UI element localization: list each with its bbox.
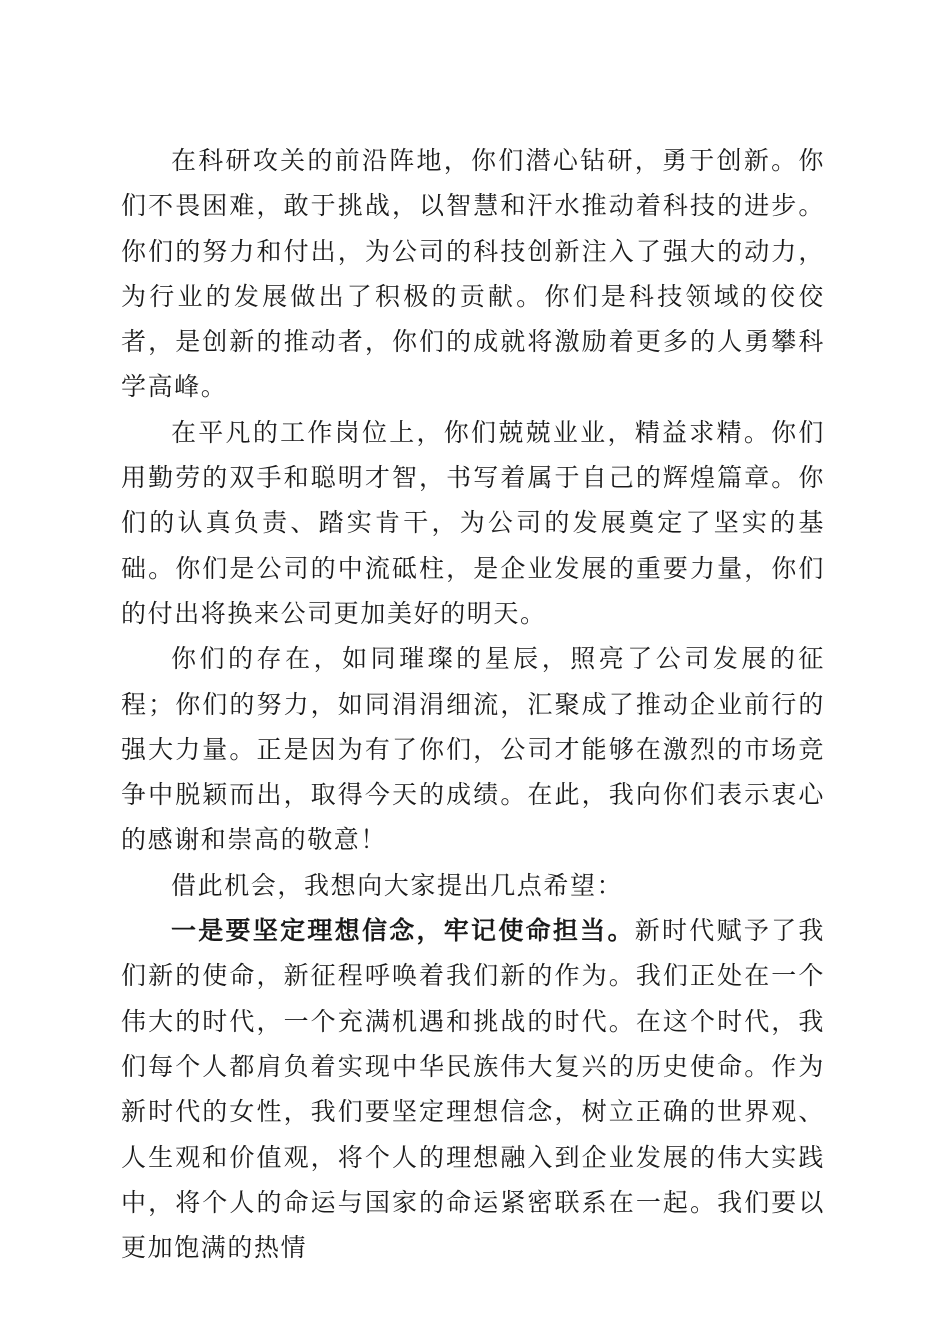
paragraph-text: 你们的存在，如同璀璨的星辰，照亮了公司发展的征程；你们的努力，如同涓涓细流，汇聚成了推动企业前行的强大力量。正是因为有了你们，公司才能够在激烈的市场竞争中脱颖而出，取得今天的成绩。在此，我向你们表示衷心的感谢和崇高的敬意！ — [121, 644, 825, 855]
paragraph-first-hope — [121, 908, 825, 1270]
paragraph-bold-lead: 一是要坚定理想信念，牢记使命担当。 — [171, 916, 635, 946]
paragraph-text: 在科研攻关的前沿阵地，你们潜心钻研，勇于创新。你们不畏困难，敢于挑战，以智慧和汗水推动着科技的进步。你们的努力和付出，为公司的科技创新注入了强大的动力，为行业的发展做出了积极的贡献。你们是科技领域的佼佼者，是创新的推动者，你们的成就将激励着更多的人勇攀科学高峰。 — [121, 146, 825, 402]
paragraph-text: 借此机会，我想向大家提出几点希望： — [171, 870, 624, 900]
paragraph-research — [121, 138, 825, 410]
paragraph-gratitude — [121, 636, 825, 862]
paragraph-text: 在平凡的工作岗位上，你们兢兢业业，精益求精。你们用勤劳的双手和聪明才智，书写着属于自己的辉煌篇章。你们的认真负责、踏实肯干，为公司的发展奠定了坚实的基础。你们是公司的中流砥柱，是企业发展的重要力量，你们的付出将换来公司更加美好的明天。 — [121, 417, 825, 628]
paragraph-text: 新时代赋予了我们新的使命，新征程呼唤着我们新的作为。我们正处在一个伟大的时代，一个充满机遇和挑战的时代。在这个时代，我们每个人都肩负着实现中华民族伟大复兴的历史使命。作为新时代的女性，我们要坚定理想信念，树立正确的世界观、人生观和价值观，将个人的理想融入到企业发展的伟大实践中，将个人的命运与国家的命运紧密联系在一起。我们要以更加饱满的热情 — [121, 916, 826, 1263]
paragraph-ordinary-posts — [121, 410, 825, 636]
document-body — [121, 138, 825, 1270]
paragraph-hopes-intro — [121, 863, 825, 908]
